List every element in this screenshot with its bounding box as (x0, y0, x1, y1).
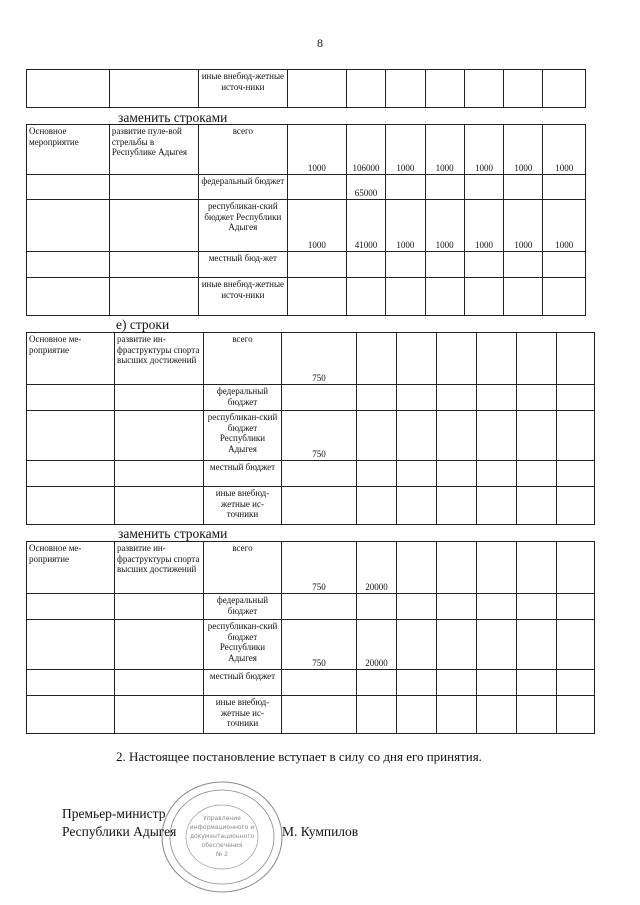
source-label: республикан-ский бюджет Республики Адыгея (198, 200, 287, 252)
effective-date-paragraph: 2. Настоящее постановление вступает в силу со дня его принятия. (116, 749, 482, 764)
source-label: местный бюджет (204, 670, 282, 696)
value-cell (557, 333, 595, 385)
section-heading: е) строки (116, 317, 170, 332)
value-cell: 750 (282, 333, 357, 385)
table-replace-2 (26, 541, 595, 734)
value-cell: 1000 (543, 125, 586, 175)
source-label: республикан-ский бюджет Республики Адыгея (204, 411, 282, 461)
value-cell: 1000 (543, 200, 586, 252)
value-cell: 1000 (425, 125, 464, 175)
source-label: местный бюд-жет (198, 252, 287, 278)
source-label: иные внебюд-жетные источ-ники (198, 70, 287, 108)
section-heading: заменить строками (118, 526, 228, 541)
signatory-title (62, 805, 176, 841)
value-cell (517, 333, 557, 385)
event-type-cell: Основное мероприятие (27, 125, 110, 175)
table-row (27, 542, 595, 594)
table-row (27, 620, 595, 670)
value-cell (425, 175, 464, 200)
source-label: всего (198, 125, 287, 175)
value-cell (517, 620, 557, 670)
value-cell: 20000 (357, 542, 397, 594)
value-cell (287, 175, 346, 200)
table-cell (27, 70, 110, 108)
stamp-line: Управление (203, 815, 241, 822)
source-label: всего (204, 542, 282, 594)
value-cell: 1000 (504, 125, 543, 175)
table-row (27, 487, 595, 525)
source-label: федеральный бюджет (204, 594, 282, 620)
table-row (27, 333, 595, 385)
event-name-cell: развитие ин-фраструктуры спорта высших достижений (115, 542, 204, 594)
table-row (27, 125, 586, 175)
value-cell: 1000 (464, 200, 503, 252)
table-row (27, 670, 595, 696)
table-row (27, 70, 586, 108)
value-cell (437, 411, 477, 461)
source-label: иные внебюд-жетные ис-точники (204, 696, 282, 734)
value-cell: 1000 (287, 200, 346, 252)
value-cell (517, 411, 557, 461)
value-cell (557, 542, 595, 594)
stamp-line: обеспечения (201, 842, 243, 849)
official-stamp-icon (158, 778, 286, 896)
signatory-name: М. Кумпилов (282, 824, 359, 839)
table-replace-1 (26, 124, 586, 316)
table-cell (109, 70, 198, 108)
value-cell (357, 333, 397, 385)
value-cell: 750 (282, 620, 357, 670)
source-label: федеральный бюджет (204, 385, 282, 411)
value-cell (477, 411, 517, 461)
value-cell (477, 620, 517, 670)
value-cell (557, 411, 595, 461)
value-cell: 106000 (346, 125, 385, 175)
source-label: иные внебюд-жетные источ-ники (198, 278, 287, 316)
value-cell (477, 542, 517, 594)
value-cell: 1000 (386, 125, 425, 175)
value-cell (477, 333, 517, 385)
source-label: федеральный бюджет (198, 175, 287, 200)
event-type-cell: Основное ме-роприятие (27, 333, 115, 385)
value-cell: 750 (282, 542, 357, 594)
value-cell (504, 175, 543, 200)
value-cell (437, 333, 477, 385)
table-row (27, 175, 586, 200)
value-cell (397, 542, 437, 594)
value-cell: 1000 (425, 200, 464, 252)
table-row (27, 461, 595, 487)
value-cell (397, 411, 437, 461)
value-cell: 1000 (504, 200, 543, 252)
table-row (27, 594, 595, 620)
signatory-title-line1: Премьер-министр (62, 806, 166, 821)
value-cell (397, 333, 437, 385)
value-cell: 1000 (464, 125, 503, 175)
value-cell (543, 175, 586, 200)
event-name-cell: развитие ин-фраструктуры спорта высших достижений (115, 333, 204, 385)
event-type-cell: Основное ме-роприятие (27, 542, 115, 594)
source-label: местный бюджет (204, 461, 282, 487)
value-cell (557, 620, 595, 670)
table-row (27, 385, 595, 411)
value-cell (464, 175, 503, 200)
table-row (27, 252, 586, 278)
stamp-line: документационного (189, 833, 255, 840)
value-cell (357, 411, 397, 461)
stamp-line: информационного и (189, 824, 255, 831)
value-cell: 750 (282, 411, 357, 461)
value-cell: 65000 (346, 175, 385, 200)
table-fragment-top (26, 69, 586, 108)
stamp-line: № 2 (216, 851, 228, 858)
table-row (27, 200, 586, 252)
table-row (27, 411, 595, 461)
value-cell (437, 620, 477, 670)
page-number: 8 (317, 36, 323, 50)
table-row (27, 696, 595, 734)
value-cell (437, 542, 477, 594)
value-cell (386, 175, 425, 200)
source-label: иные внебюд-жетные ис-точники (204, 487, 282, 525)
signatory-title-line2: Республики Адыгея (62, 824, 177, 839)
source-label: всего (204, 333, 282, 385)
source-label: республикан-ский бюджет Республики Адыгея (204, 620, 282, 670)
table-row (27, 278, 586, 316)
table-e-rows (26, 332, 595, 525)
value-cell (397, 620, 437, 670)
value-cell: 1000 (386, 200, 425, 252)
value-cell (517, 542, 557, 594)
event-name-cell: развитие пуле-вой стрельбы в Республике Адыгея (109, 125, 198, 175)
section-heading: заменить строками (118, 110, 228, 125)
value-cell: 20000 (357, 620, 397, 670)
value-cell: 41000 (346, 200, 385, 252)
value-cell: 1000 (287, 125, 346, 175)
